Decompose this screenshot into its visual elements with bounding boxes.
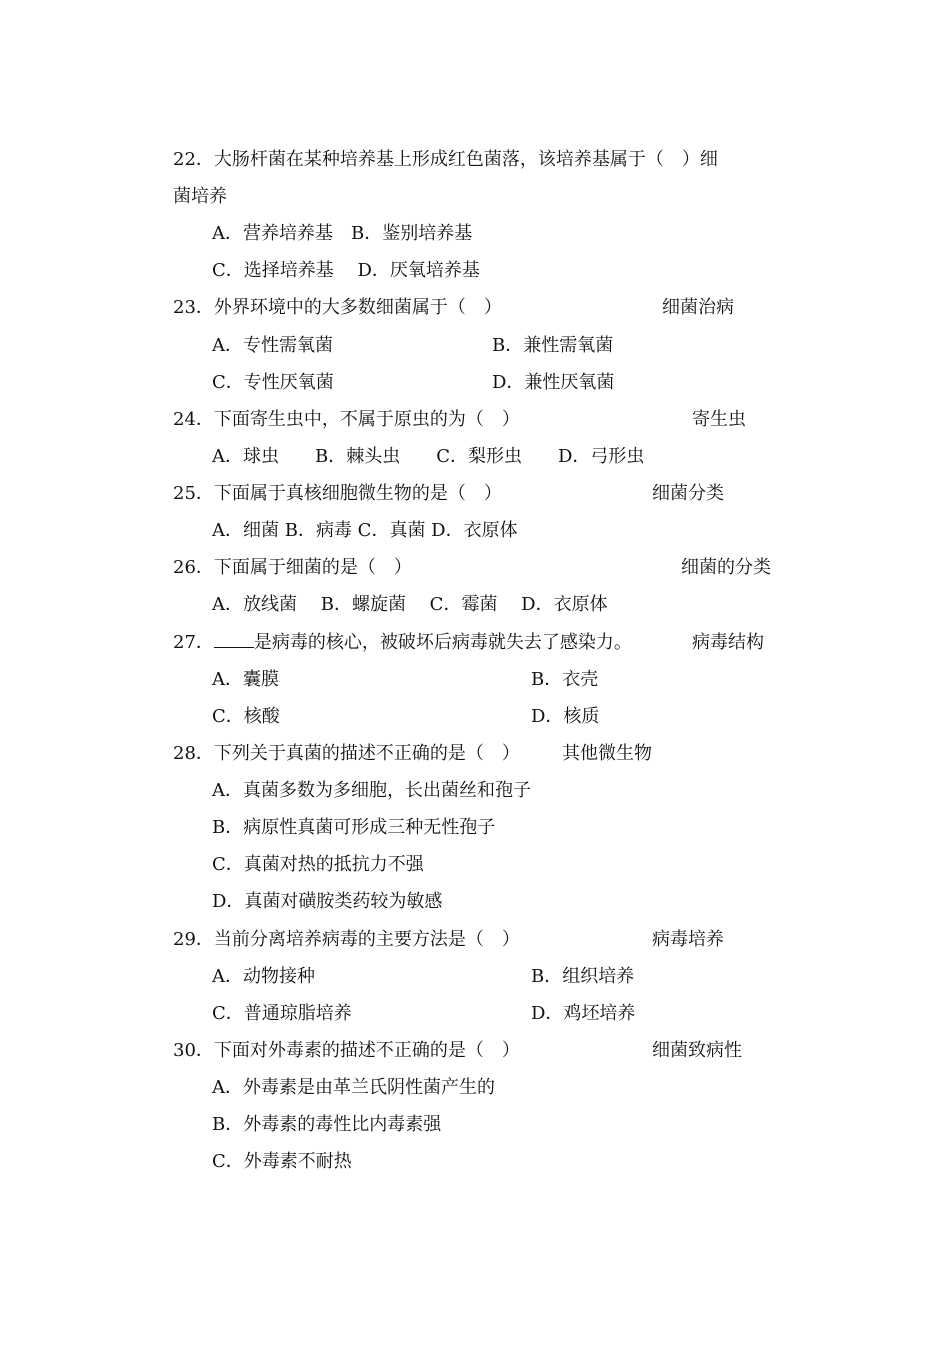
q25-options: A．细菌 B．病毒 C．真菌 D．衣原体 — [212, 520, 518, 541]
q22-options-row1: A．营养培养基 B．鉴别培养基 — [212, 223, 473, 244]
q28-topic-tag: 其他微生物 — [562, 743, 652, 764]
q26-stem: 26．下面属于细菌的是（ ） — [173, 557, 412, 578]
q22-options-row2: C．选择培养基 D．厌氧培养基 — [212, 260, 480, 281]
q28-option-c: C．真菌对热的抵抗力不强 — [212, 854, 424, 875]
q26-topic-tag: 细菌的分类 — [681, 557, 771, 578]
q27-option-a: A．囊膜 — [212, 669, 279, 690]
q26-options: A．放线菌 B．螺旋菌 C．霉菌 D．衣原体 — [212, 594, 608, 615]
q22-stem: 22．大肠杆菌在某种培养基上形成红色菌落，该培养基属于（ ）细 — [173, 149, 718, 170]
q25-topic-tag: 细菌分类 — [652, 483, 724, 504]
q27-number: 27． — [173, 632, 214, 653]
q28-option-d: D．真菌对磺胺类药较为敏感 — [212, 891, 443, 912]
q30-topic-tag: 细菌致病性 — [652, 1040, 742, 1061]
q27-blank — [214, 631, 254, 648]
q30-option-b: B．外毒素的毒性比内毒素强 — [212, 1114, 442, 1135]
q27-stem — [173, 631, 632, 655]
q30-stem: 30．下面对外毒素的描述不正确的是（ ） — [173, 1040, 520, 1061]
q23-option-c: C．专性厌氧菌 — [212, 372, 334, 393]
q28-stem: 28．下列关于真菌的描述不正确的是（ ） — [173, 743, 520, 764]
q27-option-d: D．核质 — [531, 706, 600, 727]
q30-option-a: A．外毒素是由革兰氏阴性菌产生的 — [212, 1077, 495, 1098]
q23-option-d: D．兼性厌氧菌 — [492, 372, 615, 393]
q28-option-b: B．病原性真菌可形成三种无性孢子 — [212, 817, 496, 838]
q27-topic-tag: 病毒结构 — [692, 632, 764, 653]
q29-stem: 29．当前分离培养病毒的主要方法是（ ） — [173, 929, 520, 950]
q29-option-a: A．动物接种 — [212, 966, 315, 987]
q23-option-a: A．专性需氧菌 — [212, 335, 333, 356]
q29-option-d: D．鸡坯培养 — [531, 1003, 636, 1024]
q22-stem-cont: 菌培养 — [173, 186, 227, 207]
q23-topic-tag: 细菌治病 — [662, 297, 734, 318]
q29-option-b: B．组织培养 — [531, 966, 635, 987]
q24-stem: 24．下面寄生虫中，不属于原虫的为（ ） — [173, 409, 520, 430]
q25-stem: 25．下面属于真核细胞微生物的是（ ） — [173, 483, 502, 504]
q28-option-a: A．真菌多数为多细胞，长出菌丝和孢子 — [212, 780, 531, 801]
q24-options: A．球虫 B．棘头虫 C．梨形虫 D．弓形虫 — [212, 446, 645, 467]
q29-topic-tag: 病毒培养 — [652, 929, 724, 950]
q27-stem-rest: 是病毒的核心，被破坏后病毒就失去了感染力。 — [253, 632, 632, 653]
q30-option-c: C．外毒素不耐热 — [212, 1151, 352, 1172]
q27-option-b: B．衣壳 — [531, 669, 599, 690]
q23-option-b: B．兼性需氧菌 — [492, 335, 614, 356]
q23-stem: 23．外界环境中的大多数细菌属于（ ） — [173, 297, 502, 318]
q27-option-c: C．核酸 — [212, 706, 280, 727]
q29-option-c: C．普通琼脂培养 — [212, 1003, 352, 1024]
q24-topic-tag: 寄生虫 — [692, 409, 746, 430]
